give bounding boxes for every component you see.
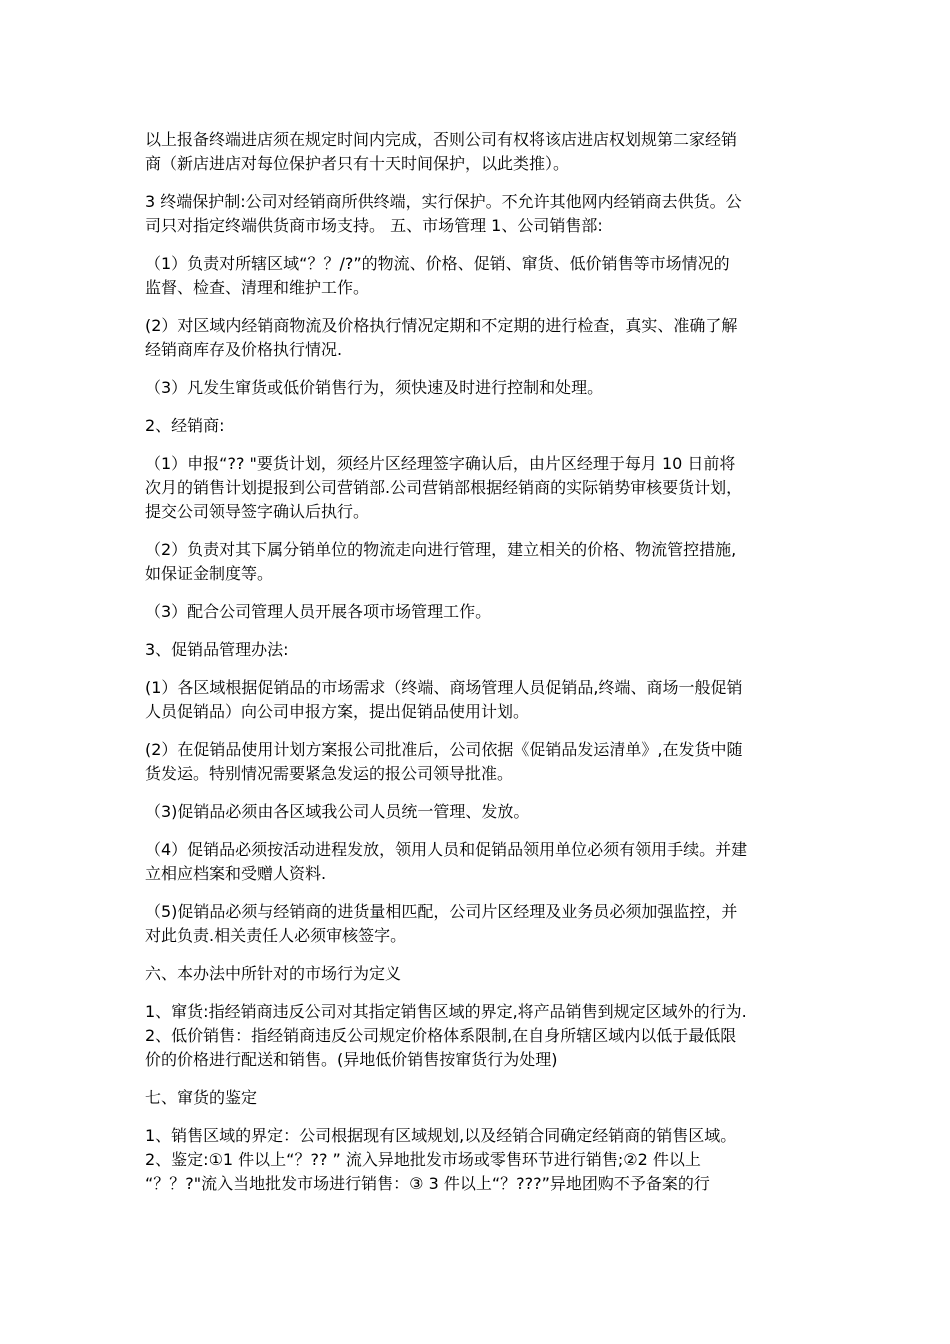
text-line: （1）负责对所辖区域“？？/?”的物流、价格、促销、窜货、低价销售等市场情况的 — [145, 254, 730, 273]
text-line: 监督、检查、清理和维护工作。 — [145, 278, 370, 297]
paragraph — [145, 638, 813, 662]
text-line: （3）配合公司管理人员开展各项市场管理工作。 — [145, 602, 492, 621]
text-line: 提交公司领导签字确认后执行。 — [145, 502, 370, 521]
text-line: “？？?"流入当地批发市场进行销售：③ 3 件以上“？???”异地团购不予备案的行 — [145, 1174, 710, 1193]
paragraph — [145, 538, 813, 586]
text-line: 人员促销品）向公司申报方案，提出促销品使用计划。 — [145, 702, 530, 721]
text-line: 次月的销售计划提报到公司营销部.公司营销部根据经销商的实际销势审核要货计划， — [145, 478, 743, 497]
text-line: 1、窜货:指经销商违反公司对其指定销售区域的界定,将产品销售到规定区域外的行为. — [145, 1002, 747, 1021]
text-line: （4）促销品必须按活动进程发放，领用人员和促销品领用单位必须有领用手续。并建 — [145, 840, 748, 859]
paragraph — [145, 1124, 813, 1196]
text-line: 如保证金制度等。 — [145, 564, 274, 583]
text-line: （3）凡发生窜货或低价销售行为，须快速及时进行控制和处理。 — [145, 378, 604, 397]
text-line: (2）在促销品使用计划方案报公司批准后，公司依据《促销品发运清单》,在发货中随 — [145, 740, 743, 759]
text-line: 以上报备终端进店须在规定时间内完成，否则公司有权将该店进店权划规第二家经销 — [145, 130, 738, 149]
paragraph — [145, 962, 813, 986]
text-line: 六、本办法中所针对的市场行为定义 — [145, 964, 402, 983]
paragraph — [145, 452, 813, 524]
paragraph — [145, 128, 813, 176]
text-line: 经销商库存及价格执行情况. — [145, 340, 343, 359]
paragraph — [145, 1000, 813, 1072]
paragraph — [145, 314, 813, 362]
paragraph — [145, 738, 813, 786]
text-line: 价的价格进行配送和销售。(异地低价销售按窜货行为处理) — [145, 1050, 558, 1069]
text-line: 立相应档案和受赠人资料. — [145, 864, 327, 883]
text-line: 3 终端保护制:公司对经销商所供终端，实行保护。不允许其他网内经销商去供货。公 — [145, 192, 742, 211]
text-line: 3、促销品管理办法: — [145, 640, 289, 659]
text-line: （5)促销品必须与经销商的进货量相匹配，公司片区经理及业务员必须加强监控，并 — [145, 902, 738, 921]
text-line: 1、销售区域的界定：公司根据现有区域规划,以及经销合同确定经销商的销售区域。 — [145, 1126, 737, 1145]
text-line: 2、低价销售：指经销商违反公司规定价格体系限制,在自身所辖区域内以低于最低限 — [145, 1026, 737, 1045]
text-line: 2、鉴定:①1 件以上“？?? ” 流入异地批发市场或零售环节进行销售;②2 件以上 — [145, 1150, 701, 1169]
text-line: (2）对区域内经销商物流及价格执行情况定期和不定期的进行检查，真实、准确了解 — [145, 316, 738, 335]
text-line: 2、经销商: — [145, 416, 225, 435]
paragraph — [145, 838, 813, 886]
text-line: (1）各区域根据促销品的市场需求（终端、商场管理人员促销品,终端、商场一般促销 — [145, 678, 743, 697]
text-line: （1）申报“?? "要货计划，须经片区经理签字确认后，由片区经理于每月 10 日前将 — [145, 454, 736, 473]
text-line: 货发运。特别情况需要紧急发运的报公司领导批准。 — [145, 764, 514, 783]
text-line: （3)促销品必须由各区域我公司人员统一管理、发放。 — [145, 802, 530, 821]
paragraph — [145, 376, 813, 400]
text-line: 司只对指定终端供货商市场支持。 五、市场管理 1、公司销售部: — [145, 216, 603, 235]
document-body — [145, 128, 813, 1210]
paragraph — [145, 414, 813, 438]
text-line: 对此负责.相关责任人必须审核签字。 — [145, 926, 407, 945]
paragraph — [145, 1086, 813, 1110]
paragraph — [145, 190, 813, 238]
paragraph — [145, 676, 813, 724]
paragraph — [145, 600, 813, 624]
paragraph — [145, 900, 813, 948]
text-line: 七、窜货的鉴定 — [145, 1088, 258, 1107]
text-line: 商（新店进店对每位保护者只有十天时间保护，以此类推）。 — [145, 154, 570, 173]
paragraph — [145, 800, 813, 824]
text-line: （2）负责对其下属分销单位的物流走向进行管理，建立相关的价格、物流管控措施, — [145, 540, 737, 559]
paragraph — [145, 252, 813, 300]
